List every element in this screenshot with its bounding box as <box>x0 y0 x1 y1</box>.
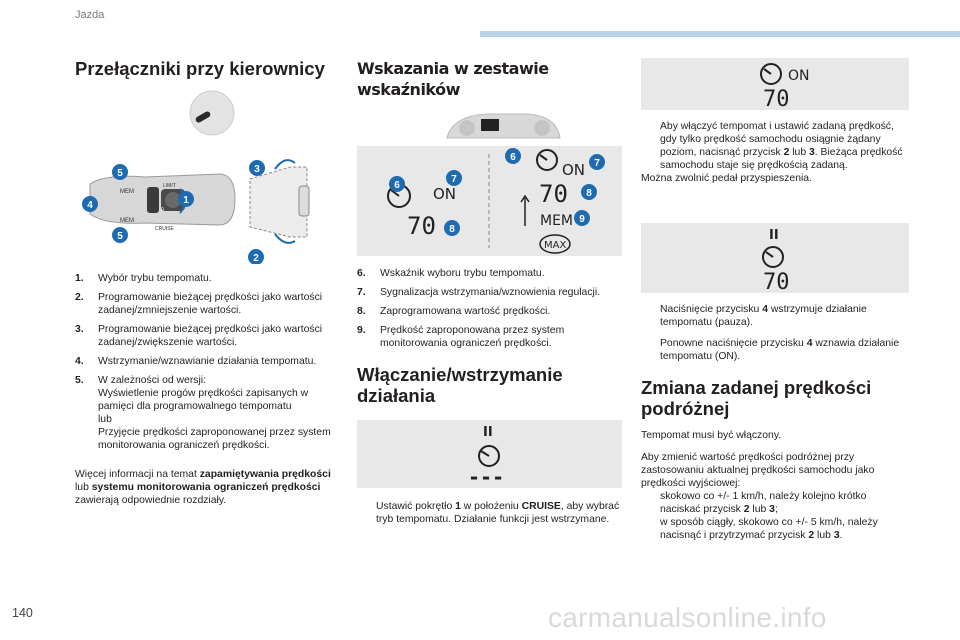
page-number: 140 <box>12 606 33 620</box>
display-speed-paused: 70 <box>763 270 790 293</box>
cruise-lever <box>90 174 235 225</box>
steering-wheel-switch-figure <box>75 89 345 264</box>
callout-8-left: 8 <box>449 224 455 235</box>
callout-2-label: 2 <box>253 253 259 264</box>
speedometer-icon-on <box>761 64 781 84</box>
pause-speed-display-panel <box>641 223 909 293</box>
lever-label-mem-bottom: MEM <box>120 218 134 224</box>
instrument-cluster-icon <box>357 110 622 142</box>
display-on-right: ON <box>562 161 586 179</box>
column-instrument-indications <box>357 58 622 526</box>
lever-label-mem-top: MEM <box>120 189 134 195</box>
callout-3-label: 3 <box>254 164 260 175</box>
note-accelerator: Można zwolnić pedał przyspieszenia. <box>641 173 812 184</box>
bullet-resume: Ponowne naciśnięcie przycisku 4 wznawia działanie tempomatu (ON). <box>660 338 900 362</box>
link-memory-speed: zapamiętywania prędkości <box>199 469 331 480</box>
list-item: 9. Prędkość zaproponowana przez system monitorowania ograniczeń prędkości. <box>357 325 565 349</box>
callout-6-left: 6 <box>394 180 400 191</box>
callout-5-top-label: 5 <box>117 168 123 179</box>
paragraph-change-speed: Aby zmienić wartość prędkości podróżnej przy zastosowaniu aktualnej prędkości samochodu jako prędkości wyjściowej: <box>641 452 875 489</box>
list-item: 7. Sygnalizacja wstrzymania/wznowienia regulacji. <box>357 287 601 298</box>
display-speed-left: 70 <box>407 212 436 240</box>
section-title-steering-switches: Przełączniki przy kierownicy <box>75 58 325 79</box>
speedometer-icon-pause <box>479 446 499 466</box>
header-bar <box>480 31 960 37</box>
speed-dashes: --- <box>468 465 505 488</box>
callout-6-right: 6 <box>510 152 516 163</box>
list-item: 5. W zależności od wersji: Wyświetlenie progów prędkości zapisanych w pamięci dla programowalnego tempomatu lub Przyjęcie prędkości zaproponowanej przez system monitorowania ograniczeń prędkości. <box>75 375 331 451</box>
callout-5-bottom-label: 5 <box>117 231 123 242</box>
callout-7-right: 7 <box>594 158 600 169</box>
switch-legend-list <box>75 272 345 452</box>
speedometer-icon-paused <box>763 247 783 267</box>
section-title-indications: Wskazania w zestawie wskaźników <box>357 59 549 99</box>
watermark: carmanualsonline.info <box>548 602 827 633</box>
display-speed-right: 70 <box>539 180 568 208</box>
steering-wheel-icon <box>190 91 234 135</box>
callout-7-left: 7 <box>451 174 457 185</box>
display-speed: 70 <box>763 87 790 110</box>
lever-label-limit: LIMIT <box>163 183 176 189</box>
callout-9: 9 <box>579 214 585 225</box>
callout-8-right: 8 <box>586 188 592 199</box>
indications-legend-list <box>357 267 622 350</box>
display-mem: MEM <box>540 213 574 229</box>
list-item: 6. Wskaźnik wyboru trybu tempomatu. <box>357 268 545 279</box>
list-item: 8. Zaprogramowana wartość prędkości. <box>357 306 551 317</box>
steering-illustration <box>75 89 345 264</box>
bullet-step-1: skokowo co +/- 1 km/h, należy kolejno krótko naciskać przycisk 2 lub 3; <box>660 491 867 515</box>
pause-display-panel <box>357 420 622 488</box>
list-item: 2. Programowanie bieżącej prędkości jako wartości zadanej/zmniejszenie wartości. <box>75 292 323 316</box>
bullet-select-cruise: Ustawić pokrętło 1 w położeniu CRUISE, aby wybrać tryb tempomatu. Działanie funkcji jest wstrzymane. <box>376 501 620 525</box>
display-on: ON <box>788 68 810 84</box>
section-title-change-speed: Zmiana zadanej prędkości podróżnej <box>641 377 872 419</box>
display-on-left: ON <box>433 185 457 203</box>
lever-label-cruise: CRUISE <box>155 226 174 232</box>
callout-4-label: 4 <box>87 200 93 211</box>
list-item: 3. Programowanie bieżącej prędkości jako wartości zadanej/zwiększenie wartości. <box>75 324 323 348</box>
column-operation <box>641 58 909 542</box>
list-item: 1. Wybór trybu tempomatu. <box>75 273 212 284</box>
lever-label-zero: 0 <box>161 207 164 213</box>
section-header: Jazda <box>75 9 105 21</box>
list-item: 4. Wstrzymanie/wznawianie działania tempomatu. <box>75 356 317 367</box>
bullet-pause: Naciśnięcie przycisku 4 wstrzymuje działanie tempomatu (pauza). <box>660 304 867 328</box>
pause-indicator: II <box>483 425 493 440</box>
on-display-panel <box>641 58 909 110</box>
display-max: MAX <box>544 240 567 251</box>
column-steering-switches <box>75 58 345 507</box>
bullet-step-5: w sposób ciągły, skokowo co +/- 5 km/h, należy nacisnąć i przytrzymać przycisk 2 lub 3. <box>660 517 878 541</box>
section-title-enable-pause: Włączanie/wstrzymanie działania <box>357 364 563 406</box>
bullet-enable-cruise: Aby włączyć tempomat i ustawić zadaną prędkość, gdy tylko prędkość samochodu osiągnie żądany poziom, nacisnąć przycisk 2 lub 3. Bieżąca prędkość samochodu staje się prędkością zadaną. <box>660 121 903 171</box>
more-info-paragraph: Więcej informacji na temat zapamiętywania prędkości lub systemu monitorowania ograniczeń prędkości zawierają odpowiednie rozdziały. <box>75 469 331 506</box>
paragraph-cruise-on: Tempomat musi być włączony. <box>641 430 782 441</box>
speedometer-icon-right <box>537 150 557 170</box>
pause-indicator: II <box>769 228 779 243</box>
callout-1-label: 1 <box>183 195 189 206</box>
link-speed-limit-system: systemu monitorowania ograniczeń prędkości <box>91 482 321 493</box>
cluster-display-panel <box>357 146 622 256</box>
